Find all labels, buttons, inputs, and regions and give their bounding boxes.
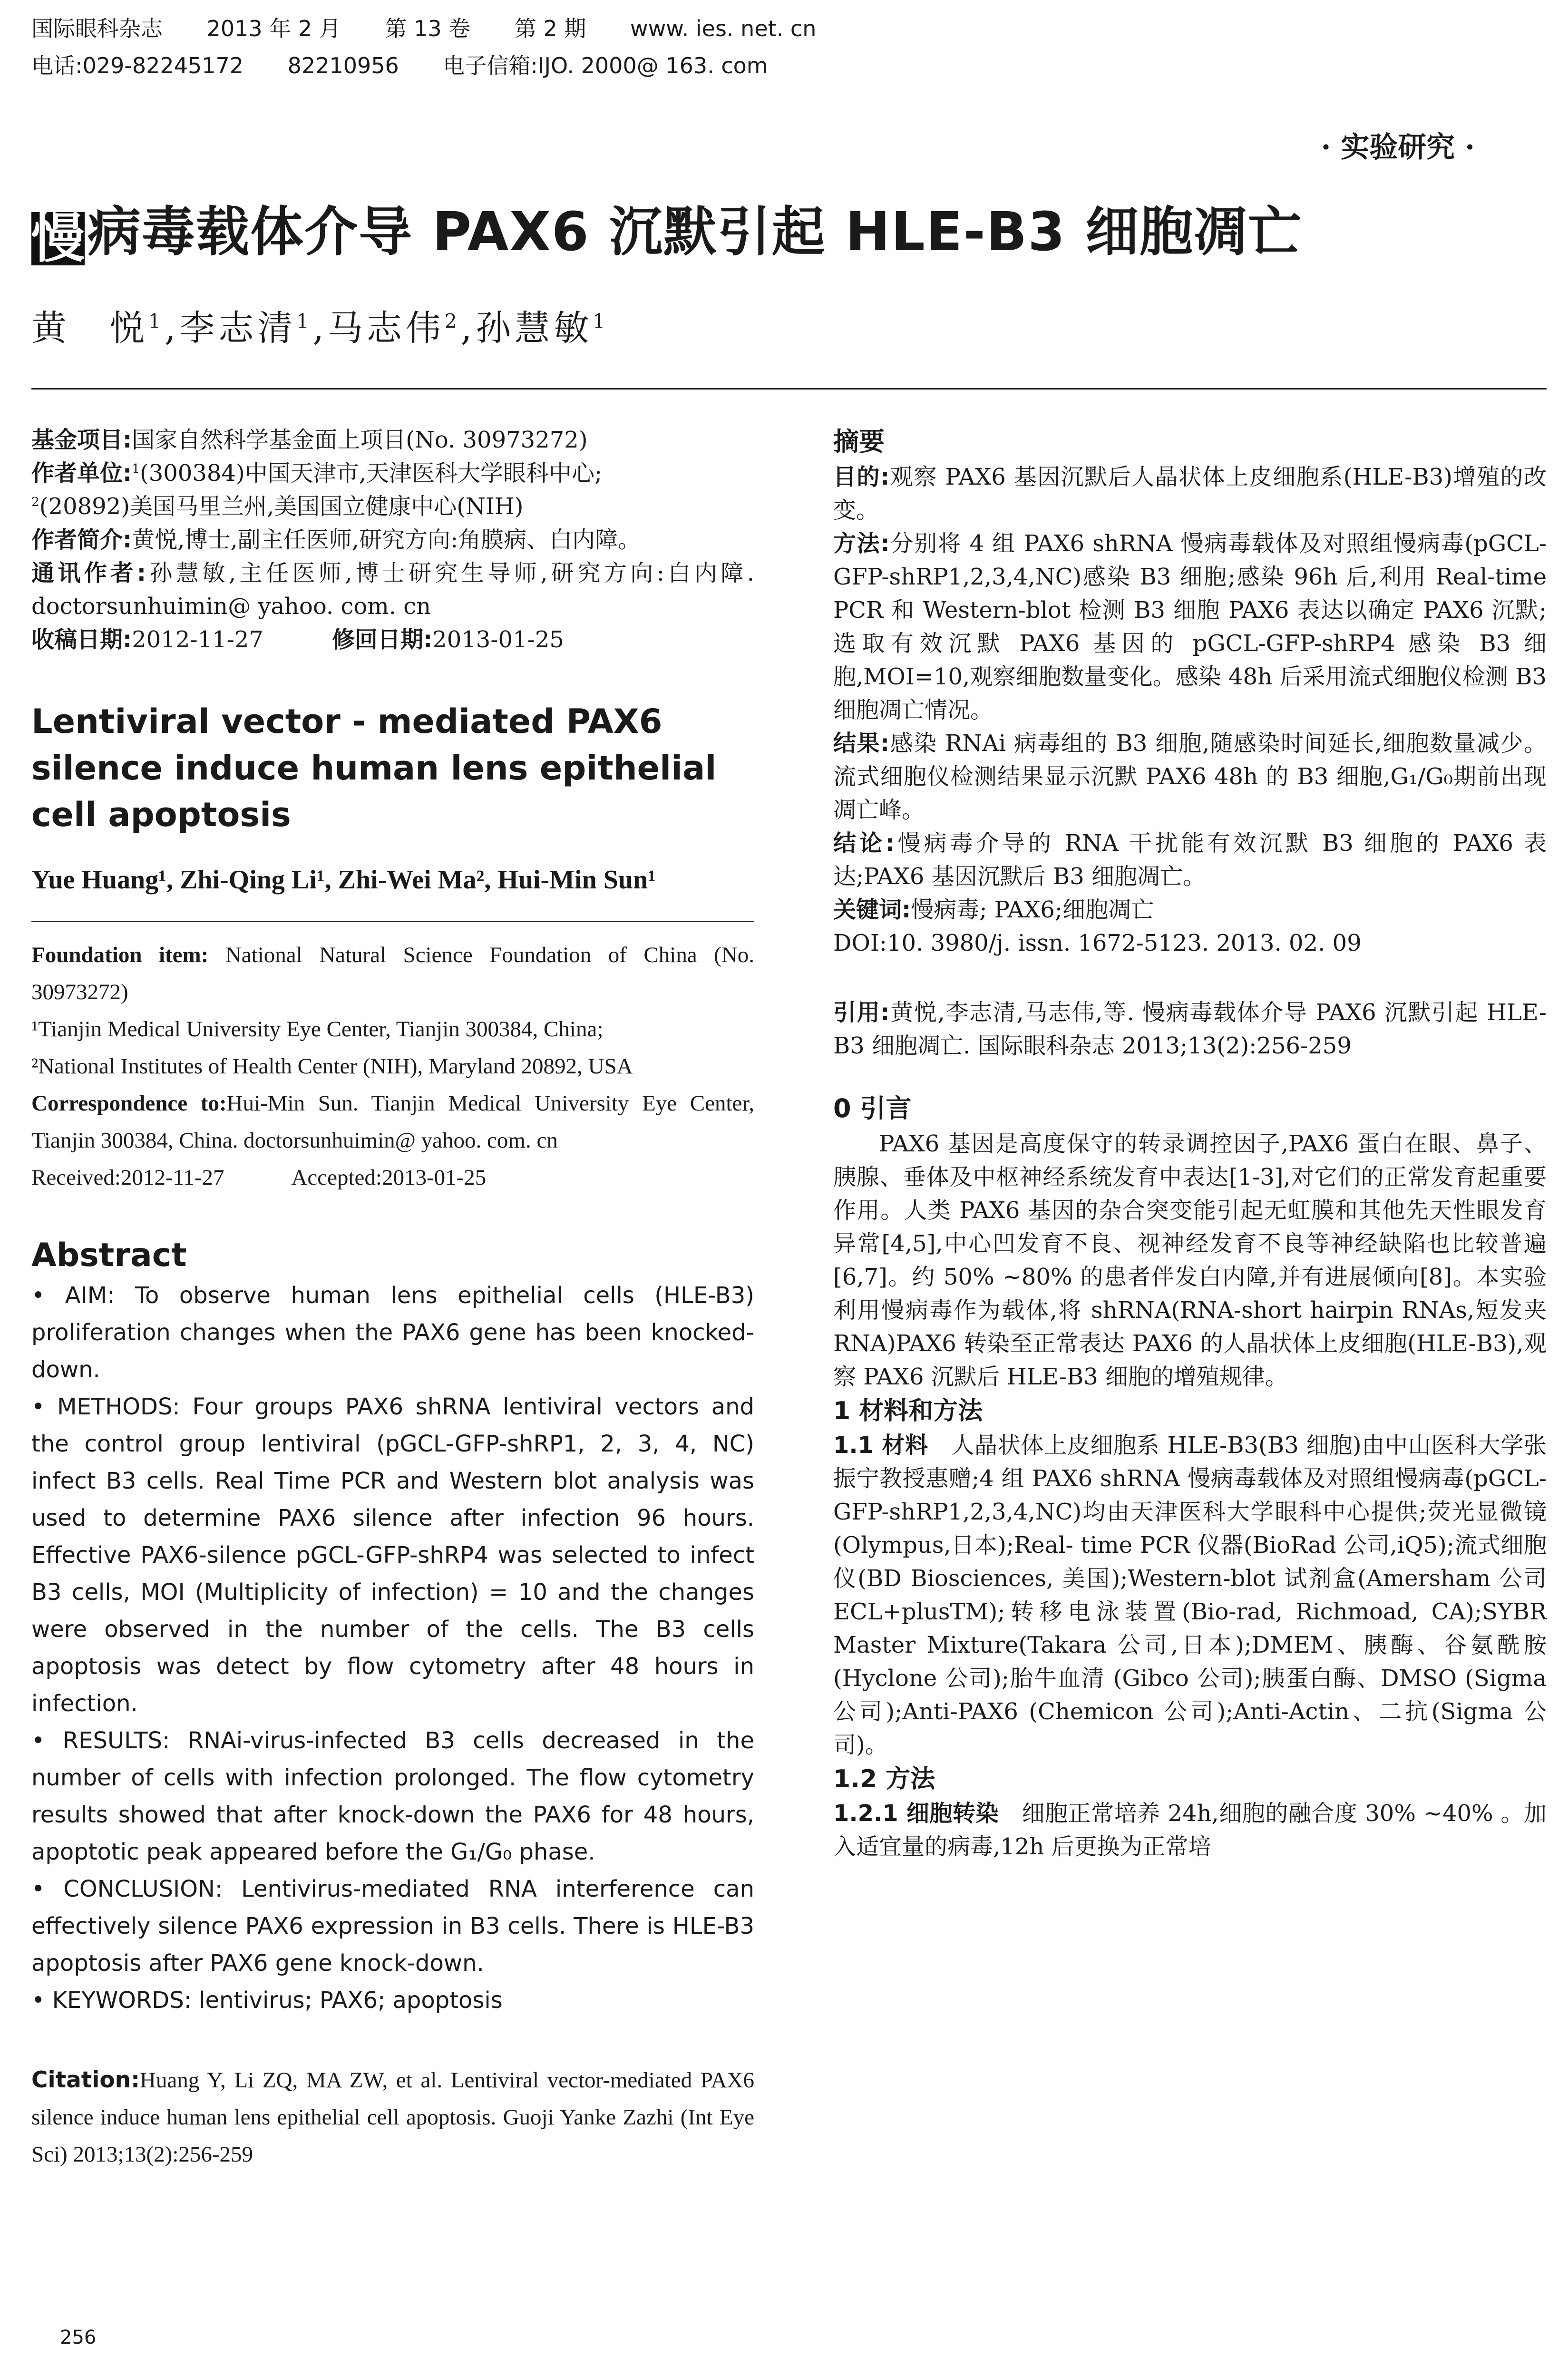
abstract-cn-keywords: 关键词:慢病毒; PAX6;细胞凋亡 bbox=[833, 896, 1154, 923]
unit-info-2: $^2$(20892)美国马里兰州,美国国立健康中心(NIH) bbox=[31, 493, 524, 520]
unit-info: 作者单位:$^1$(300384)中国天津市,天津医科大学眼科中心; bbox=[31, 460, 603, 487]
methods-heading: 1 材料和方法 bbox=[833, 1397, 983, 1425]
correspondence: Correspondence to:Hui-Min Sun. Tianjin Medical University Eye Center, Tianjin 300384, China. doctorsunhuimin@ yahoo. com. cn bbox=[31, 1091, 754, 1153]
fund-info: 基金项目:国家自然科学基金面上项目(No. 30973272) bbox=[31, 427, 588, 453]
materials-paragraph: 1.1 材料 人晶状体上皮细胞系 HLE-B3(B3 细胞)由中山医科大学张振宁教授惠赠;4 组 PAX6 shRNA 慢病毒载体及对照组慢病毒(pGCL-GFP-shRP1,2,3,4,NC)均由天津医科大学眼科中心提供;荧光显微镜(Olympus,日本);Real- time PCR 仪器(BioRad 公司,iQ5);流式细胞仪(BD Biosciences, 美国);Western-blot 试剂盒(Amersham 公司 ECL+plusTM);转移电泳装置(Bio-rad, Richmoad, CA);SYBR Master Mixture(Takara 公司,日本);DMEM、胰酶、谷氨酰胺(Hyclone 公司);胎牛血清 (Gibco 公司);胰蛋白酶、DMSO (Sigma 公司);Anti-PAX6 (Chemicon 公司);Anti-Actin、二抗(Sigma 公司)。 bbox=[833, 1432, 1547, 1758]
title-dropcap: 慢 bbox=[31, 208, 86, 270]
page-number: 256 bbox=[60, 2327, 97, 2348]
author-name: 李志清 bbox=[179, 308, 297, 349]
section-tag: · 实验研究 · bbox=[1321, 131, 1475, 164]
methods-subheading: 1.2 方法 bbox=[833, 1765, 935, 1793]
foundation-item: Foundation item: National Natural Science Foundation of China (No. 30973272) bbox=[31, 943, 754, 1004]
abstract-cn-methods: 方法:分别将 4 组 PAX6 shRNA 慢病毒载体及对照组慢病毒(pGCL-GFP-shRP1,2,3,4,NC)感染 B3 细胞;感染 96h 后,利用 Real-time PCR 和 Western-blot 检测 B3 细胞 PAX6 表达以确定 PAX6 沉默;选取有效沉默 PAX6 基因的 pGCL-GFP-shRP4 感染 B3 细胞,MOI=10,观察细胞数量变化。感染 48h 后采用流式细胞仪检测 B3 细胞凋亡情况。 bbox=[833, 530, 1547, 723]
article-title-en: Lentiviral vector - mediated PAX6 silence induce human lens epithelial cell apoptosis bbox=[31, 702, 717, 834]
issue-date: 2013 年 2 月 bbox=[206, 16, 341, 41]
phone: 电话:029-82245172 bbox=[31, 53, 244, 78]
abstract-heading: Abstract bbox=[31, 1237, 187, 1274]
author-name: 黄 悦 bbox=[31, 308, 148, 349]
abstract-results: • RESULTS: RNAi-virus-infected B3 cells decreased in the number of cells with infection prolonged. The flow cytometry results showed that after knock-down the PAX6 for 48 hours, apoptotic peak appeared before the G₁/G₀ phase. bbox=[31, 1727, 754, 1865]
dates-en: Received:2012-11-27 Accepted:2013-01-25 bbox=[31, 1165, 487, 1190]
right-column bbox=[833, 423, 1547, 1863]
abstract-aim: • AIM: To observe human lens epithelial cells (HLE-B3) proliferation changes when the PAX6 gene has been knocked-down. bbox=[31, 1282, 754, 1383]
dates-cn: 收稿日期:2012-11-27 修回日期:2013-01-25 bbox=[31, 626, 564, 653]
abstract-body bbox=[31, 1277, 754, 2019]
affiliation-1: ¹Tianjin Medical University Eye Center, Tianjin 300384, China; bbox=[31, 1017, 604, 1042]
intro-heading: 0 引言 bbox=[833, 1093, 912, 1123]
affiliation-2: ²National Institutes of Health Center (NIH), Maryland 20892, USA bbox=[31, 1054, 633, 1079]
author-divider bbox=[31, 921, 754, 922]
title-divider bbox=[31, 388, 1547, 390]
abstract-cn-results: 结果:感染 RNAi 病毒组的 B3 细胞,随感染时间延长,细胞数量减少。流式细胞仪检测结果显示沉默 PAX6 48h 的 B3 细胞,G₁/G₀期前出现凋亡峰。 bbox=[833, 730, 1547, 823]
intro-paragraph: PAX6 基因是高度保守的转录调控因子,PAX6 蛋白在眼、鼻子、胰腺、垂体及中枢神经系统发育中表达[1-3],对它们的正常发育起重要作用。人类 PAX6 基因的杂合突变能引起无虹膜和其他先天性眼发育异常[4,5],中心凹发育不良、视神经发育不良等神经缺陷也比较普遍[6,7]。约 50% ~80% 的患者伴发白内障,并有进展倾向[8]。本实验利用慢病毒作为载体,将 shRNA(RNA-short hairpin RNAs,短发夹 RNA)PAX6 转染至正常表达 PAX6 的人晶状体上皮细胞(HLE-B3),观察 PAX6 沉默后 HLE-B3 细胞的增殖规律。 bbox=[833, 1130, 1547, 1390]
journal-name: 国际眼科杂志 bbox=[31, 16, 163, 41]
abstract-cn-aim: 目的:观察 PAX6 基因沉默后人晶状体上皮细胞系(HLE-B3)增殖的改变。 bbox=[833, 464, 1547, 524]
phone2: 82210956 bbox=[287, 53, 399, 78]
title-text: 病毒载体介导 PAX6 沉默引起 HLE-B3 细胞凋亡 bbox=[88, 201, 1303, 263]
volume: 第 13 卷 bbox=[385, 16, 471, 41]
citation-en: Citation:Huang Y, Li ZQ, MA ZW, et al. Lentiviral vector-mediated PAX6 silence induce human lens epithelial cell apoptosis. Guoji Yanke Zazhi (Int Eye Sci) 2013;13(2):256-259 bbox=[31, 2067, 754, 2167]
article-title-cn bbox=[31, 199, 1303, 270]
cell-transfection-paragraph: 1.2.1 细胞转染 细胞正常培养 24h,细胞的融合度 30% ~40% 。加入适宜量的病毒,12h 后更换为正常培 bbox=[833, 1800, 1547, 1860]
left-column bbox=[31, 423, 754, 2173]
journal-header-line1 bbox=[31, 14, 853, 43]
journal-website: www. ies. net. cn bbox=[630, 16, 817, 41]
citation-cn: 引用:黄悦,李志清,马志伟,等. 慢病毒载体介导 PAX6 沉默引起 HLE-B3 细胞凋亡. 国际眼科杂志 2013;13(2):256-259 bbox=[833, 999, 1547, 1059]
abstract-cn-conclusion: 结论:慢病毒介导的 RNA 干扰能有效沉默 B3 细胞的 PAX6 表达;PAX6 基因沉默后 B3 细胞凋亡。 bbox=[833, 830, 1547, 890]
abstract-conclusion: • CONCLUSION: Lentivirus-mediated RNA interference can effectively silence PAX6 expression in B3 cells. There is HLE-B3 apoptosis after PAX6 gene knock-down. bbox=[31, 1876, 754, 1977]
email: 电子信箱:IJO. 2000@ 163. com bbox=[443, 53, 768, 78]
author-name: 孙慧敏 bbox=[476, 308, 593, 349]
abstract-methods: • METHODS: Four groups PAX6 shRNA lentiviral vectors and the control group lentiviral (pGCL-GFP-shRP1, 2, 3, 4, NC) infect B3 cells. Real Time PCR and Western blot analysis was used to determine PAX6 silence after infection 96 hours. Effective PAX6-silence pGCL-GFP-shRP4 was selected to infect B3 cells, MOI (Multiplicity of infection) = 10 and the changes were observed in the number of the cells. The B3 cells apoptosis was detect by flow cytometry after 48 hours in infection. bbox=[31, 1393, 754, 1717]
issue-number: 第 2 期 bbox=[514, 16, 586, 41]
author-bio: 作者简介:黄悦,博士,副主任医师,研究方向:角膜病、白内障。 bbox=[31, 526, 641, 553]
corresponding-author: 通讯作者:孙慧敏,主任医师,博士研究生导师,研究方向:白内障. doctorsunhuimin@ yahoo. com. cn bbox=[31, 560, 754, 620]
doi: DOI:10. 3980/j. issn. 1672-5123. 2013. 02. 09 bbox=[833, 930, 1362, 956]
journal-header-line2 bbox=[31, 51, 805, 80]
authors-cn: 黄 悦$^1$,李志清$^1$,马志伟$^2$,孙慧敏$^1$ bbox=[31, 308, 609, 349]
author-name: 马志伟 bbox=[327, 308, 445, 349]
abstract-keywords: • KEYWORDS: lentivirus; PAX6; apoptosis bbox=[31, 1987, 503, 2014]
abstract-cn-heading: 摘要 bbox=[833, 427, 885, 457]
authors-en: Yue Huang¹, Zhi-Qing Li¹, Zhi-Wei Ma², Hui-Min Sun¹ bbox=[31, 865, 656, 895]
